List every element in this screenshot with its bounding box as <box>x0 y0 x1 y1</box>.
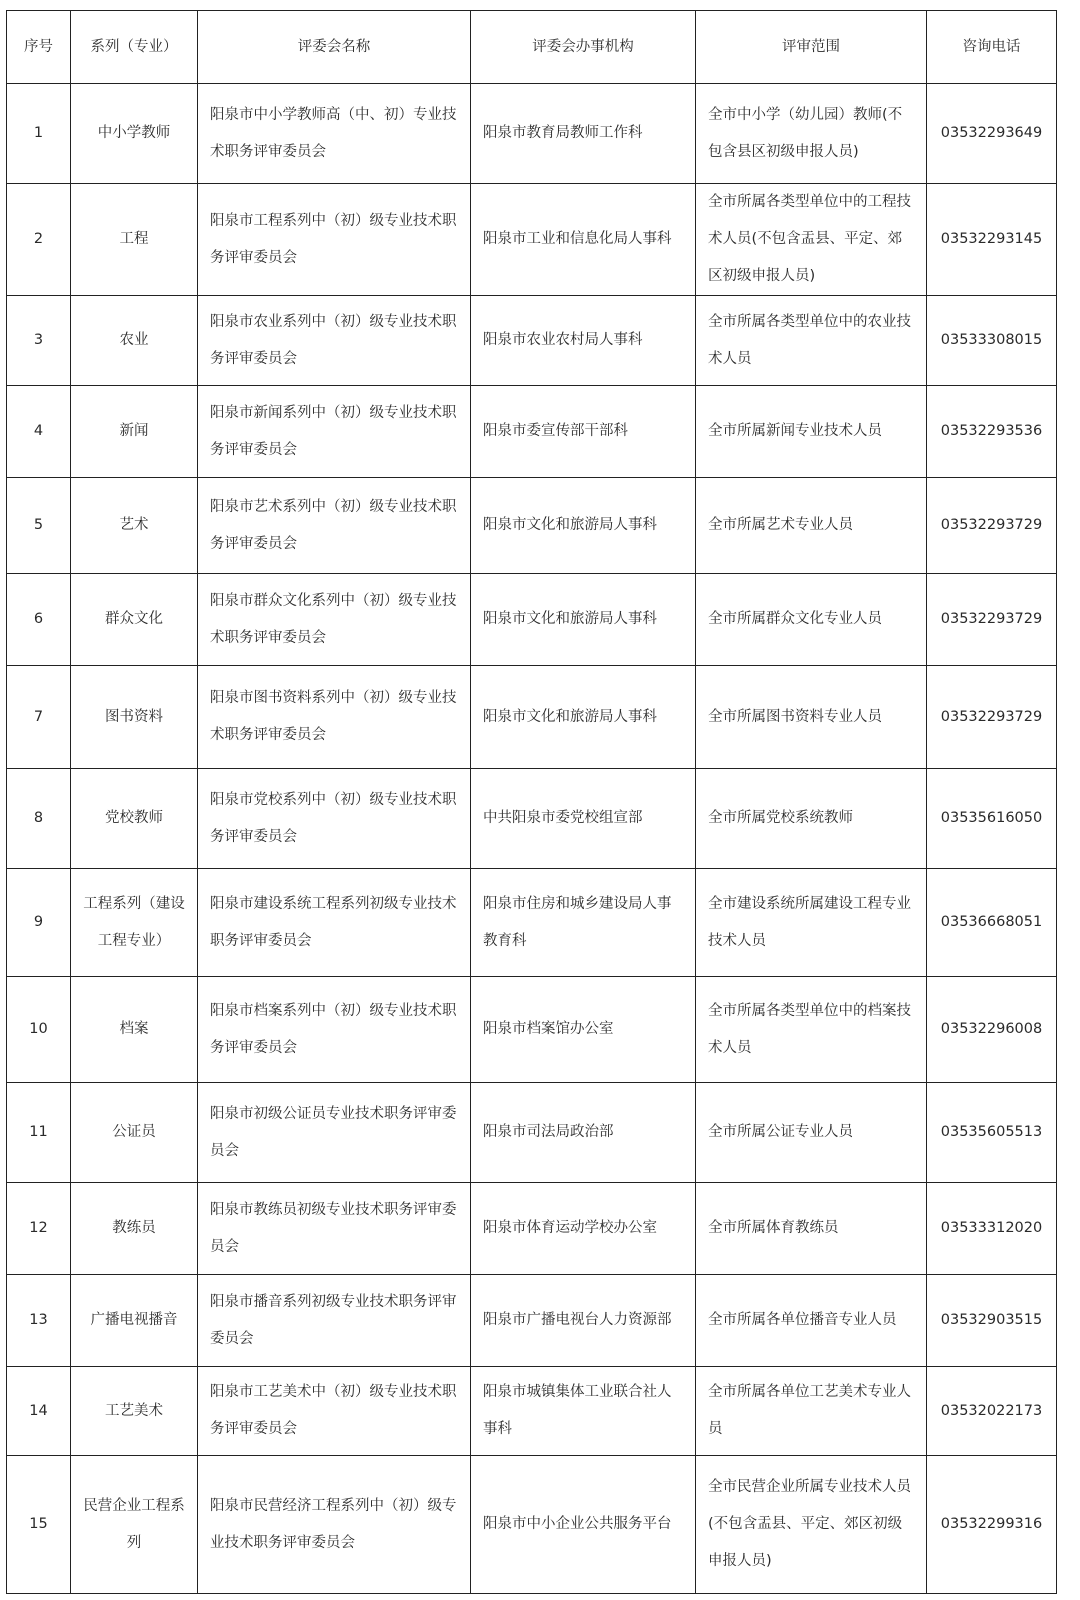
row-office: 阳泉市广播电视台人力资源部 <box>471 1275 696 1367</box>
row-office: 阳泉市委宣传部干部科 <box>471 386 696 478</box>
row-scope: 全市所属群众文化专业人员 <box>696 574 927 666</box>
header-office: 评委会办事机构 <box>471 11 696 84</box>
row-office: 阳泉市住房和城乡建设局人事教育科 <box>471 869 696 977</box>
row-series: 工程 <box>71 184 198 296</box>
row-office: 阳泉市中小企业公共服务平台 <box>471 1456 696 1594</box>
row-office: 阳泉市教育局教师工作科 <box>471 84 696 184</box>
row-committee-name: 阳泉市民营经济工程系列中（初）级专业技术职务评审委员会 <box>198 1456 471 1594</box>
row-number: 5 <box>7 478 71 574</box>
table-row <box>7 184 1057 296</box>
row-committee-name: 阳泉市中小学教师高（中、初）专业技术职务评审委员会 <box>198 84 471 184</box>
row-series: 广播电视播音 <box>71 1275 198 1367</box>
row-number: 12 <box>7 1183 71 1275</box>
row-committee-name: 阳泉市档案系列中（初）级专业技术职务评审委员会 <box>198 977 471 1083</box>
row-office: 阳泉市司法局政治部 <box>471 1083 696 1183</box>
table-row <box>7 478 1057 574</box>
row-scope: 全市所属新闻专业技术人员 <box>696 386 927 478</box>
row-series: 公证员 <box>71 1083 198 1183</box>
row-number: 9 <box>7 869 71 977</box>
row-committee-name: 阳泉市图书资料系列中（初）级专业技术职务评审委员会 <box>198 666 471 769</box>
row-number: 6 <box>7 574 71 666</box>
row-series: 教练员 <box>71 1183 198 1275</box>
row-office: 阳泉市文化和旅游局人事科 <box>471 478 696 574</box>
row-series: 民营企业工程系列 <box>71 1456 198 1594</box>
row-phone: 03535616050 <box>927 769 1057 869</box>
row-scope: 全市所属各单位工艺美术专业人员 <box>696 1367 927 1456</box>
row-office: 阳泉市工业和信息化局人事科 <box>471 184 696 296</box>
row-series: 工程系列（建设工程专业） <box>71 869 198 977</box>
header-phone: 咨询电话 <box>927 11 1057 84</box>
table-row <box>7 574 1057 666</box>
row-number: 1 <box>7 84 71 184</box>
row-committee-name: 阳泉市党校系列中（初）级专业技术职务评审委员会 <box>198 769 471 869</box>
committee-table <box>6 10 1057 1594</box>
row-phone: 03535605513 <box>927 1083 1057 1183</box>
row-number: 4 <box>7 386 71 478</box>
row-number: 10 <box>7 977 71 1083</box>
row-committee-name: 阳泉市建设系统工程系列初级专业技术职务评审委员会 <box>198 869 471 977</box>
row-phone: 03532293536 <box>927 386 1057 478</box>
row-phone: 03532293729 <box>927 574 1057 666</box>
table-row <box>7 769 1057 869</box>
row-scope: 全市中小学（幼儿园）教师(不包含县区初级申报人员) <box>696 84 927 184</box>
row-phone: 03533308015 <box>927 296 1057 386</box>
row-series: 中小学教师 <box>71 84 198 184</box>
row-office: 阳泉市档案馆办公室 <box>471 977 696 1083</box>
row-committee-name: 阳泉市教练员初级专业技术职务评审委员会 <box>198 1183 471 1275</box>
row-scope: 全市所属体育教练员 <box>696 1183 927 1275</box>
row-office: 阳泉市文化和旅游局人事科 <box>471 574 696 666</box>
table-row <box>7 84 1057 184</box>
row-scope: 全市所属各单位播音专业人员 <box>696 1275 927 1367</box>
row-committee-name: 阳泉市播音系列初级专业技术职务评审委员会 <box>198 1275 471 1367</box>
row-committee-name: 阳泉市初级公证员专业技术职务评审委员会 <box>198 1083 471 1183</box>
row-phone: 03532293649 <box>927 84 1057 184</box>
row-office: 阳泉市城镇集体工业联合社人事科 <box>471 1367 696 1456</box>
row-office: 阳泉市文化和旅游局人事科 <box>471 666 696 769</box>
row-committee-name: 阳泉市工艺美术中（初）级专业技术职务评审委员会 <box>198 1367 471 1456</box>
row-scope: 全市所属艺术专业人员 <box>696 478 927 574</box>
row-series: 图书资料 <box>71 666 198 769</box>
row-number: 3 <box>7 296 71 386</box>
row-series: 新闻 <box>71 386 198 478</box>
row-committee-name: 阳泉市群众文化系列中（初）级专业技术职务评审委员会 <box>198 574 471 666</box>
row-scope: 全市民营企业所属专业技术人员(不包含盂县、平定、郊区初级申报人员) <box>696 1456 927 1594</box>
row-series: 档案 <box>71 977 198 1083</box>
row-office: 阳泉市体育运动学校办公室 <box>471 1183 696 1275</box>
table-row <box>7 1367 1057 1456</box>
table-row <box>7 666 1057 769</box>
header-series: 系列（专业） <box>71 11 198 84</box>
row-number: 11 <box>7 1083 71 1183</box>
table-row <box>7 977 1057 1083</box>
row-scope: 全市所属党校系统教师 <box>696 769 927 869</box>
row-scope: 全市所属各类型单位中的工程技术人员(不包含盂县、平定、郊区初级申报人员) <box>696 184 927 296</box>
row-phone: 03532022173 <box>927 1367 1057 1456</box>
row-phone: 03532296008 <box>927 977 1057 1083</box>
row-scope: 全市建设系统所属建设工程专业技术人员 <box>696 869 927 977</box>
row-committee-name: 阳泉市农业系列中（初）级专业技术职务评审委员会 <box>198 296 471 386</box>
row-committee-name: 阳泉市新闻系列中（初）级专业技术职务评审委员会 <box>198 386 471 478</box>
row-series: 艺术 <box>71 478 198 574</box>
row-series: 群众文化 <box>71 574 198 666</box>
table-row <box>7 296 1057 386</box>
row-phone: 03532293729 <box>927 478 1057 574</box>
table-row <box>7 1456 1057 1594</box>
row-phone: 03536668051 <box>927 869 1057 977</box>
row-office: 中共阳泉市委党校组宣部 <box>471 769 696 869</box>
row-scope: 全市所属各类型单位中的档案技术人员 <box>696 977 927 1083</box>
row-phone: 03533312020 <box>927 1183 1057 1275</box>
row-phone: 03532293729 <box>927 666 1057 769</box>
row-phone: 03532293145 <box>927 184 1057 296</box>
row-committee-name: 阳泉市艺术系列中（初）级专业技术职务评审委员会 <box>198 478 471 574</box>
row-phone: 03532903515 <box>927 1275 1057 1367</box>
row-number: 13 <box>7 1275 71 1367</box>
header-committee-name: 评委会名称 <box>198 11 471 84</box>
row-series: 农业 <box>71 296 198 386</box>
header-no: 序号 <box>7 11 71 84</box>
table-header-row <box>7 11 1057 84</box>
row-phone: 03532299316 <box>927 1456 1057 1594</box>
header-scope: 评审范围 <box>696 11 927 84</box>
table-row <box>7 1275 1057 1367</box>
row-number: 7 <box>7 666 71 769</box>
table-row <box>7 1083 1057 1183</box>
row-series: 党校教师 <box>71 769 198 869</box>
row-number: 15 <box>7 1456 71 1594</box>
table-row <box>7 386 1057 478</box>
row-number: 8 <box>7 769 71 869</box>
table-row <box>7 1183 1057 1275</box>
row-scope: 全市所属各类型单位中的农业技术人员 <box>696 296 927 386</box>
table-row <box>7 869 1057 977</box>
row-number: 2 <box>7 184 71 296</box>
row-office: 阳泉市农业农村局人事科 <box>471 296 696 386</box>
row-series: 工艺美术 <box>71 1367 198 1456</box>
row-committee-name: 阳泉市工程系列中（初）级专业技术职务评审委员会 <box>198 184 471 296</box>
row-scope: 全市所属公证专业人员 <box>696 1083 927 1183</box>
row-number: 14 <box>7 1367 71 1456</box>
row-scope: 全市所属图书资料专业人员 <box>696 666 927 769</box>
